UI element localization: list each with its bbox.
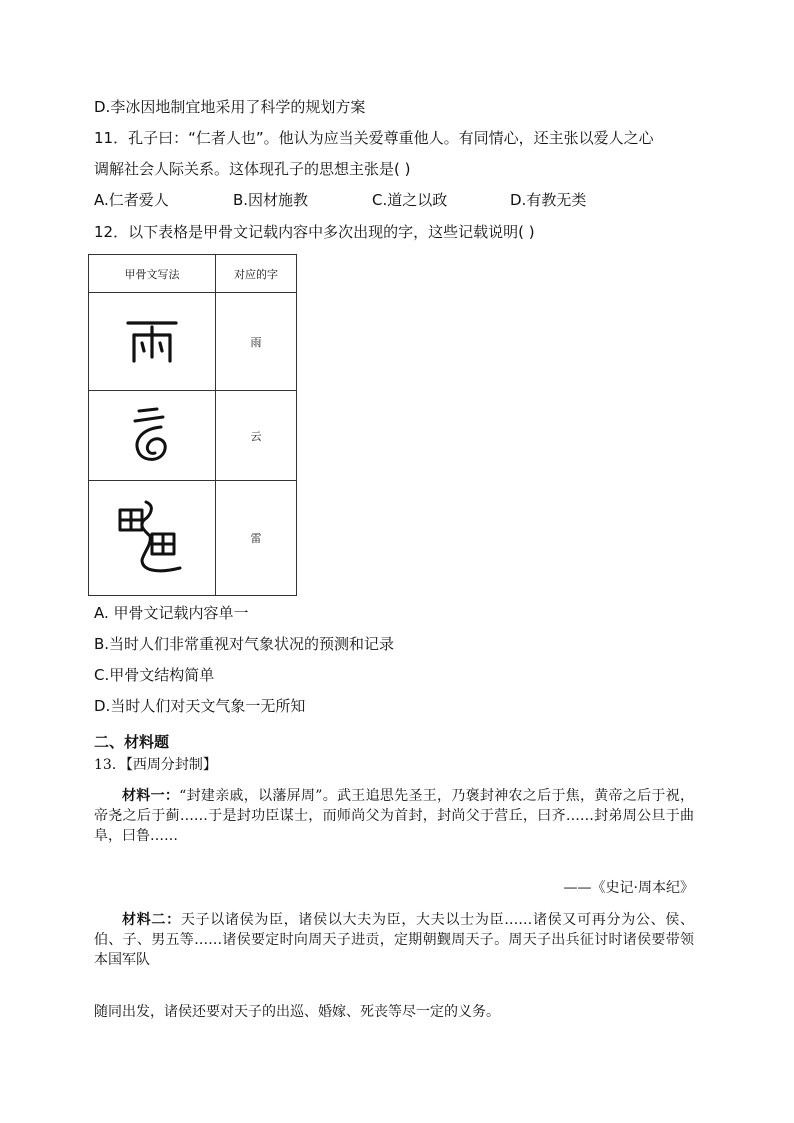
char-cloud: 云 [216,391,297,481]
q11-option-a[interactable]: A.仁者爱人 [94,191,169,209]
material-two-cont [94,1002,694,1022]
material-two [94,910,694,970]
q12-option-c[interactable]: C.甲骨文结构简单 [94,666,215,684]
section-heading-materials: 二、材料题 [94,733,170,751]
header-oracle-writing: 甲骨文写法 [89,255,216,293]
q11-option-c[interactable]: C.道之以政 [372,191,448,209]
material1-text: “封建亲戚，以藩屏周”。武王追思先圣王，乃褒封神农之后于焦，黄帝之后于祝，帝尧之后于蓟……于是封功臣谋士，而师尚父为首封，封尚父于营丘，曰齐……封弟周公旦于曲阜，曰鲁…… [94,788,695,844]
q12-option-b[interactable]: B.当时人们非常重视对气象状况的预测和记录 [94,635,395,653]
q12-stem: 12．以下表格是甲骨文记载内容中多次出现的字，这些记载说明( ) [94,223,535,241]
material-one [94,786,694,846]
q13-title: 13．【西周分封制】 [94,757,217,773]
oracle-rain-glyph [89,293,216,391]
material1-label: 材料一： [122,788,180,804]
oracle-cloud-glyph [89,391,216,481]
q12-option-d[interactable]: D.当时人们对天文气象一无所知 [94,697,306,715]
q11-stem-line1: 11．孔子曰：“仁者人也”。他认为应当关爱尊重他人。有同情心，还主张以爱人之心 [94,129,654,147]
q11-option-b[interactable]: B.因材施教 [233,191,309,209]
char-rain: 雨 [216,293,297,391]
oracle-bone-table [88,254,297,596]
header-corresponding-char: 对应的字 [216,255,297,293]
material1-source: ——《史记·周本纪》 [563,880,694,896]
material2-text: 天子以诸侯为臣，诸侯以大夫为臣，大夫以士为臣……诸侯又可再分为公、侯、伯、子、男五等……诸侯要定时向周天子进贡，定期朝觐周天子。周天子出兵征讨时诸侯要带领本国军队 [94,912,694,968]
material2-text-cont: 随同出发，诸侯还要对天子的出巡、婚嫁、死丧等尽一定的义务。 [94,1004,500,1020]
q11-stem-line2: 调解社会人际关系。这体现孔子的思想主张是( ) [94,160,411,178]
q12-option-a[interactable]: A. 甲骨文记载内容单一 [94,604,249,622]
material2-label: 材料二： [122,912,181,928]
oracle-thunder-glyph [89,481,216,596]
char-thunder: 雷 [216,481,297,596]
q11-option-d[interactable]: D.有教无类 [510,191,587,209]
q10-option-d: D.李冰因地制宜地采用了科学的规划方案 [94,98,366,116]
